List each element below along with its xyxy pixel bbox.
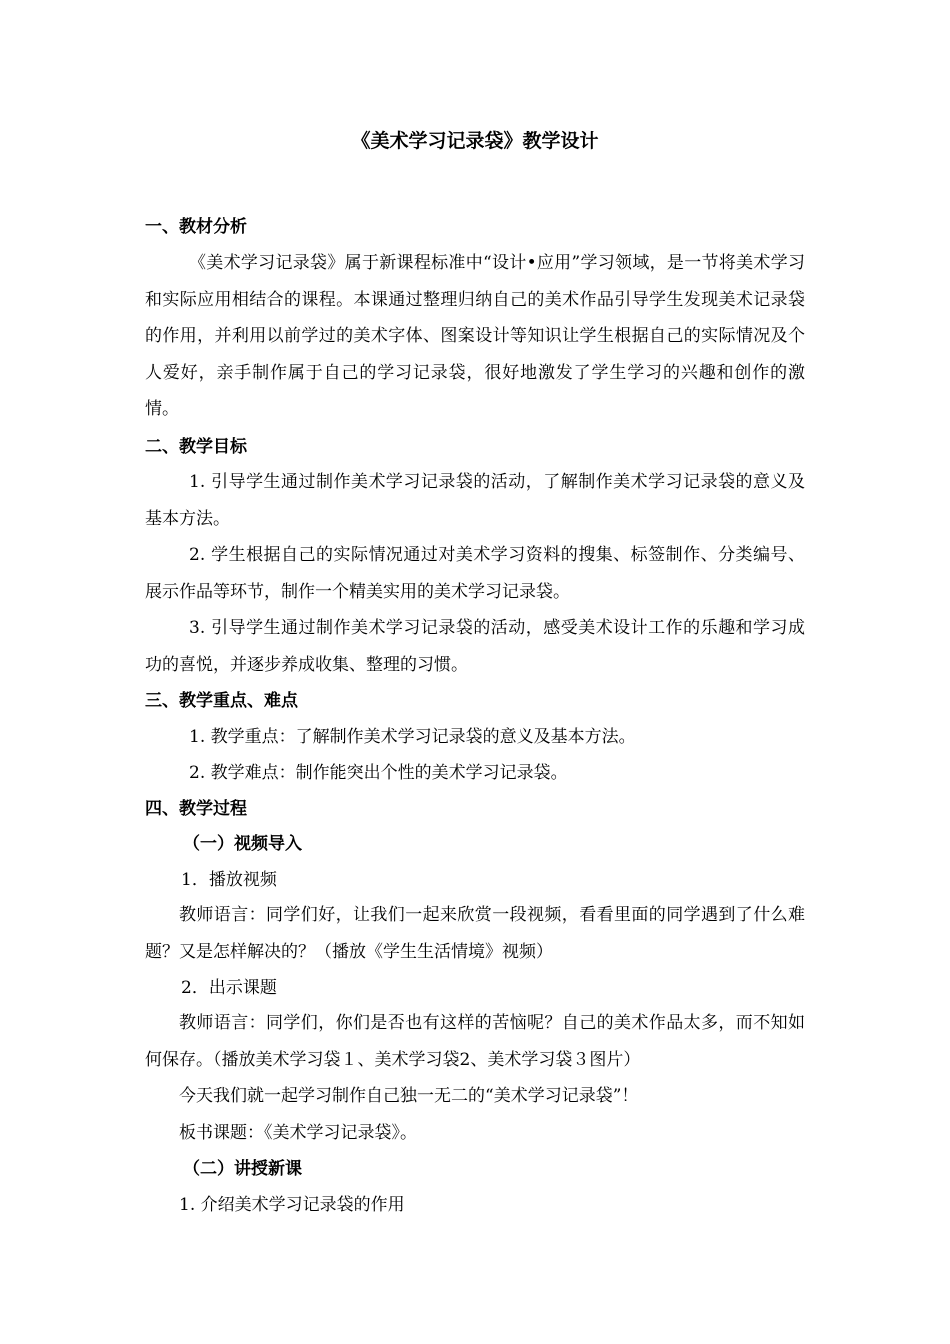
document-page xyxy=(145,0,805,1344)
key-point-item: 1. 教学重点：了解制作美术学习记录袋的意义及基本方法。 xyxy=(189,727,636,747)
section-heading-key-points: 三、教学重点、难点 xyxy=(145,691,298,711)
section-heading-teaching-goals: 二、教学目标 xyxy=(145,437,247,457)
step-introduce-purpose: 1. 介绍美术学习记录袋的作用 xyxy=(179,1195,405,1215)
today-sentence: 今天我们就一起学习制作自己独一无二的“美术学习记录袋”！ xyxy=(179,1086,639,1106)
teaching-goal-item: 3. 引导学生通过制作美术学习记录袋的活动，感受美术设计工作的乐趣和学习成功的喜悦，并逐步养成收集、整理的习惯。 xyxy=(145,618,805,675)
difficult-point-item: 2. 教学难点：制作能突出个性的美术学习记录袋。 xyxy=(189,763,568,783)
step-show-topic: 2．出示课题 xyxy=(181,978,277,998)
document-title: 《美术学习记录袋》教学设计 xyxy=(351,130,599,152)
teacher-speech-paragraph: 教师语言：同学们好，让我们一起来欣赏一段视频，看看里面的同学遇到了什么难题？又是怎样解决的？（播放《学生生活情境》视频） xyxy=(145,905,805,962)
teaching-goal-item: 1. 引导学生通过制作美术学习记录袋的活动，了解制作美术学习记录袋的意义及基本方法。 xyxy=(145,472,805,529)
textbook-analysis-paragraph: 《美术学习记录袋》属于新课程标准中“设计•应用”学习领域，是一节将美术学习和实际应用相结合的课程。本课通过整理归纳自己的美术作品引导学生发现美术记录袋的作用，并利用以前学过的美术字体、图案设计等知识让学生根据自己的实际情况及个人爱好，亲手制作属于自己的学习记录袋，很好地激发了学生学习的兴趣和创作的激情。 xyxy=(145,253,805,419)
step-play-video: 1．播放视频 xyxy=(181,870,277,890)
teacher-speech-paragraph: 教师语言：同学们，你们是否也有这样的苦恼呢？自己的美术作品太多，而不知如何保存。（播放美术学习袋１、美术学习袋2、美术学习袋３图片） xyxy=(145,1013,805,1070)
subsection-heading-new-lesson: （二）讲授新课 xyxy=(183,1159,302,1179)
section-heading-textbook-analysis: 一、教材分析 xyxy=(145,217,247,237)
teaching-goal-item: 2. 学生根据自己的实际情况通过对美术学习资料的搜集、标签制作、分类编号、展示作品等环节，制作一个精美实用的美术学习记录袋。 xyxy=(145,545,805,602)
board-topic-sentence: 板书课题：《美术学习记录袋》。 xyxy=(179,1123,417,1143)
section-heading-teaching-process: 四、教学过程 xyxy=(145,799,247,819)
subsection-heading-video-intro: （一）视频导入 xyxy=(183,834,302,854)
